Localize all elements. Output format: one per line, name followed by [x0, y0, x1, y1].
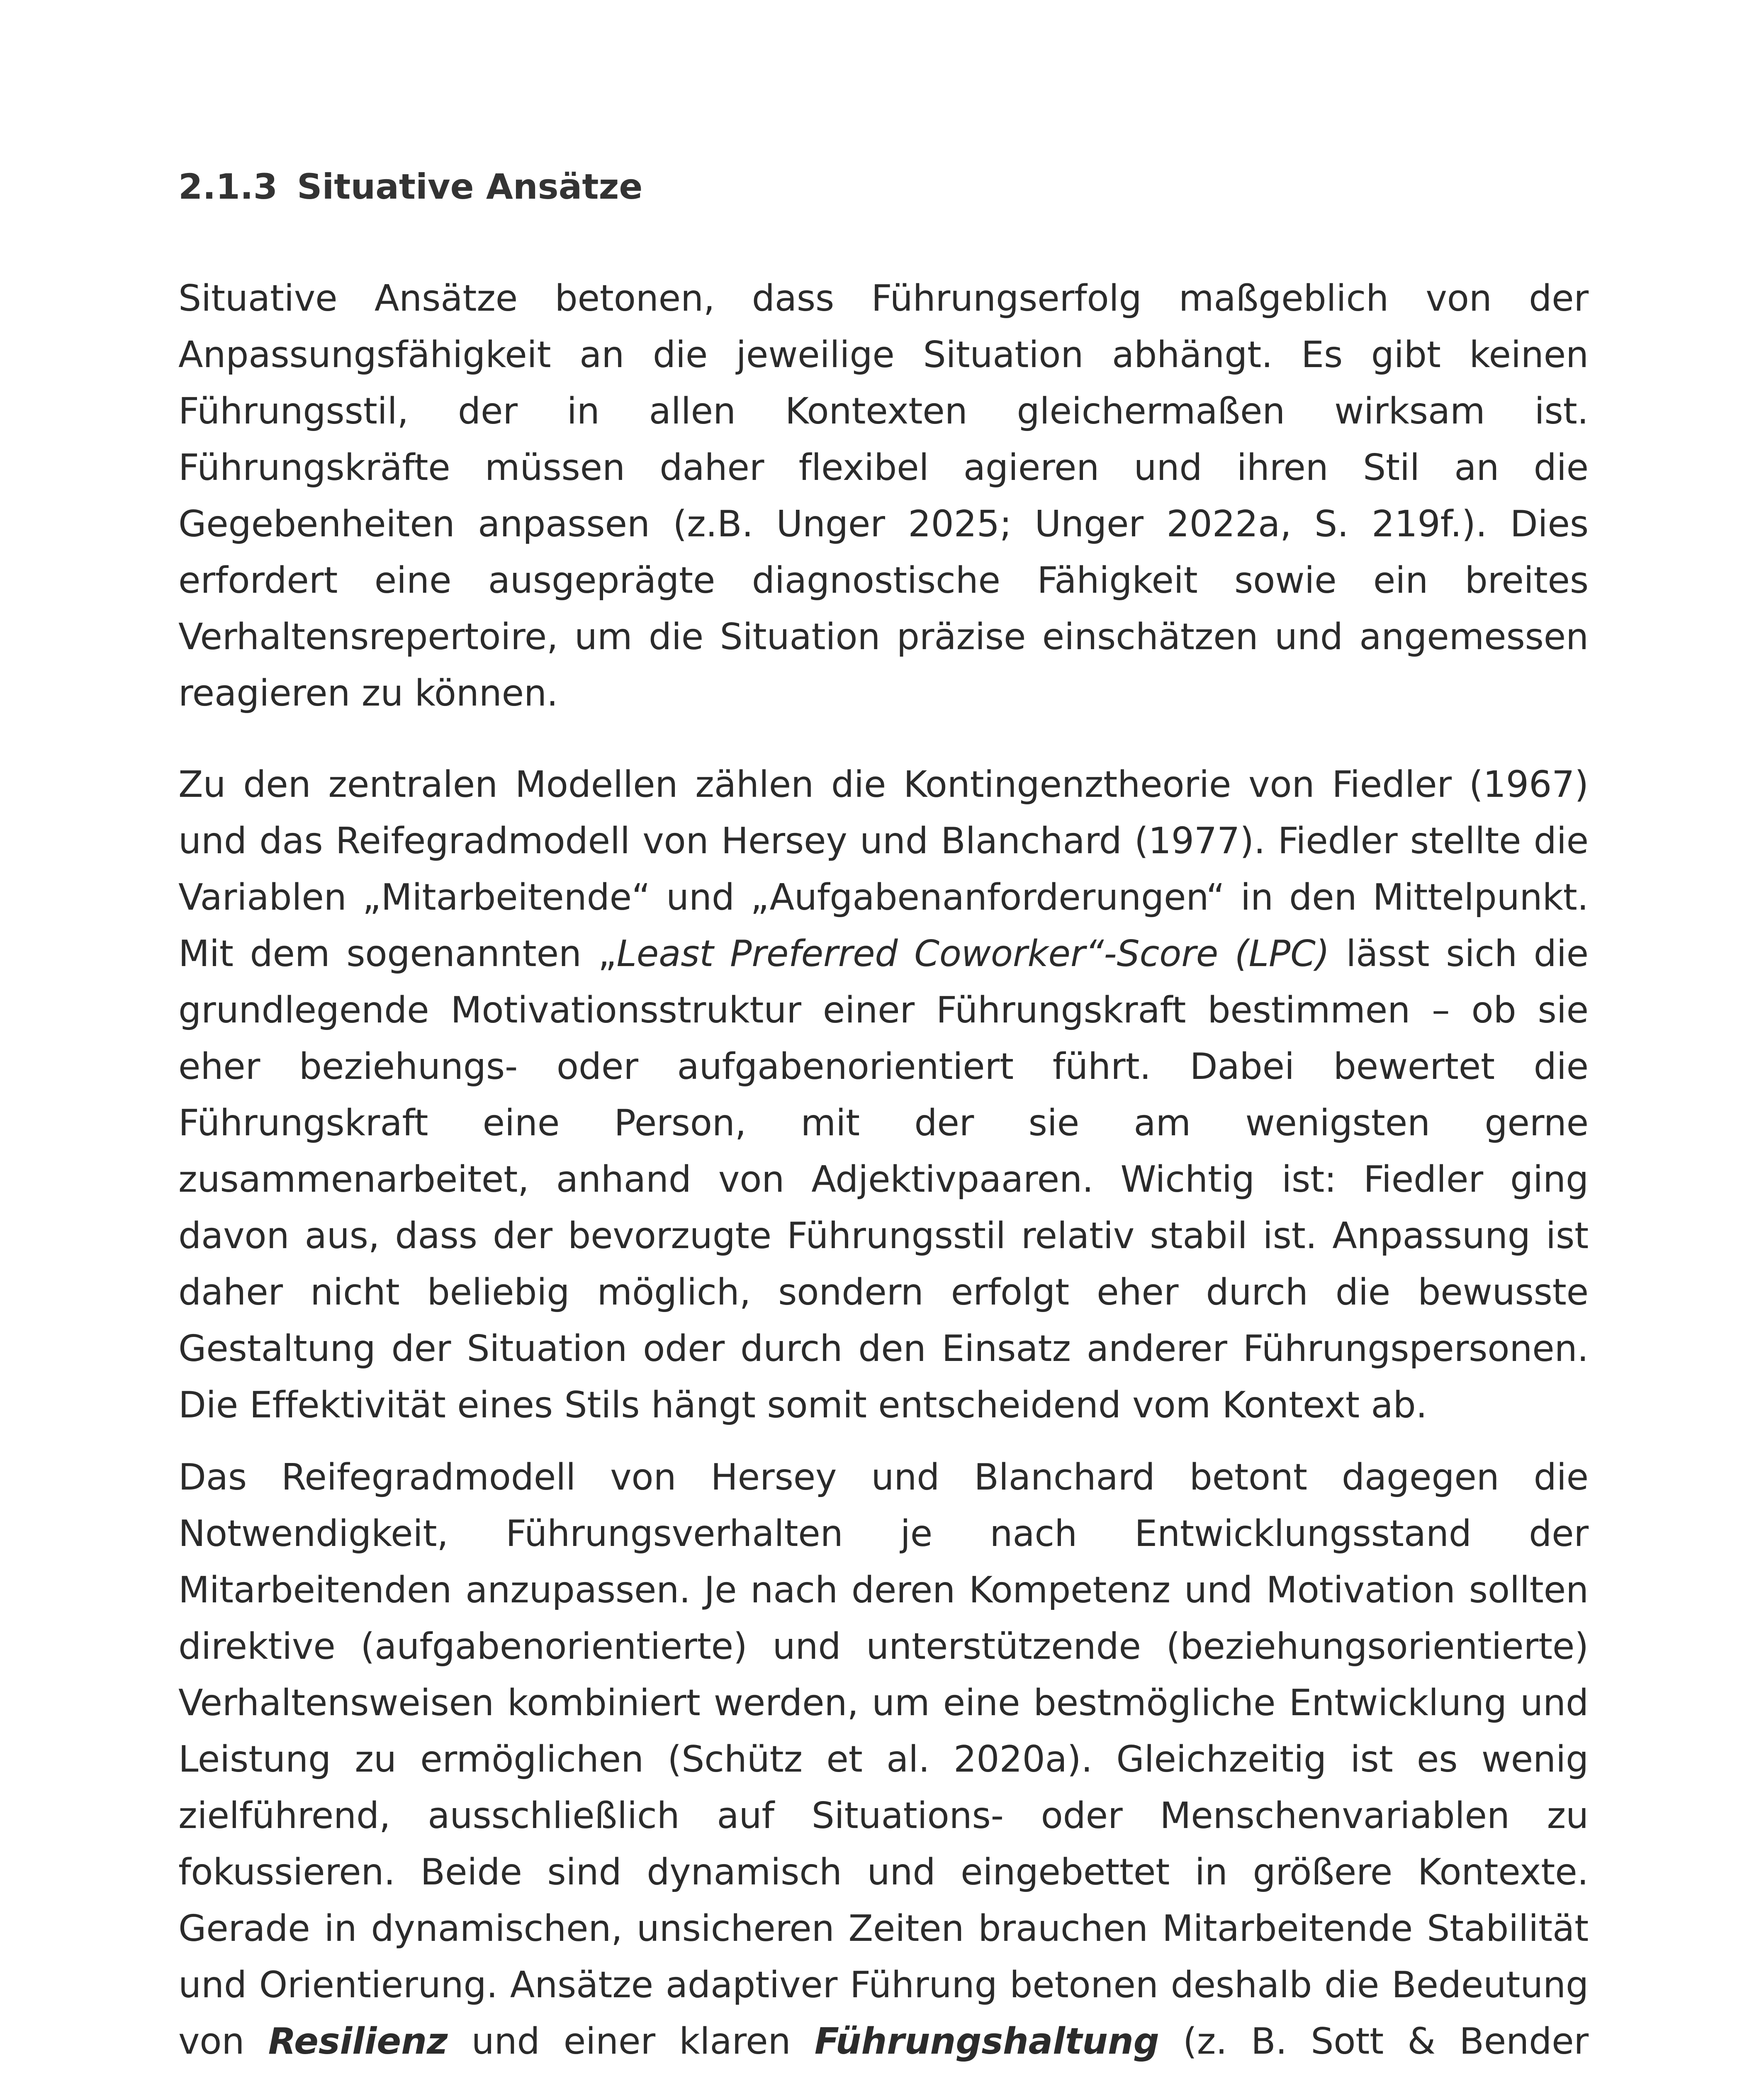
- paragraph-3-text-c: (z. B. Sott & Bender: [1183, 2020, 1589, 2062]
- resilienz-emphasis: Resilienz: [268, 2020, 448, 2062]
- paragraph-2-text-a: Zu den zentralen Modellen zählen die Kontingenztheorie von Fiedler (1967) und das Reifegradmodell von Hersey und Blanchard (1977). Fiedler stellte die Variablen „Mitarbeitende“ und „Aufgabenanforderungen“ in den Mittelpunkt. Mit dem sogenannten „: [178, 763, 1589, 975]
- document-page: [178, 166, 1589, 2074]
- section-title: Situative Ansätze: [297, 166, 643, 207]
- paragraph-2-text-b: lässt sich die grundlegende Motivationsstruktur einer Führungskraft bestimmen – ob sie eher beziehungs- oder aufgabenorientiert führt. Dabei bewertet die Führungskraft eine Person, mit der sie am wenigsten gerne zusammenarbeitet, anhand von Adjektivpaaren. Wichtig ist: Fiedler ging davon aus, dass der bevorzugte Führungsstil relativ stabil ist. Anpassung ist daher nicht beliebig möglich, sondern erfolgt eher durch die bewusste Gestaltung der Situation oder durch den Einsatz anderer Führungspersonen. Die Effektivität eines Stils hängt somit entscheidend vom Kontext ab.: [178, 932, 1589, 1426]
- section-heading: [178, 166, 1589, 208]
- fuehrungshaltung-emphasis: Führungshaltung: [814, 2020, 1159, 2062]
- paragraph-3: [178, 1449, 1589, 2074]
- paragraph-3-text-a: Das Reifegradmodell von Hersey und Blanchard betont dagegen die Notwendigkeit, Führungsverhalten je nach Entwicklungsstand der Mitarbeitenden anzupassen. Je nach deren Kompetenz und Motivation sollten direktive (aufgabenorientierte) und unterstützende (beziehungsorientierte) Verhaltensweisen kombiniert werden, um eine bestmögliche Entwicklung und Leistung zu ermöglichen (Schütz et al. 2020a). Gleichzeitig ist es wenig zielführend, ausschließlich auf Situations- oder Menschenvariablen zu fokussieren. Beide sind dynamisch und eingebettet in größere Kontexte. Gerade in dynamischen, unsicheren Zeiten brauchen Mitarbeitende Stabilität und Orientierung. Ansätze adaptiver Führung betonen deshalb die Bedeutung von: [178, 1456, 1589, 2062]
- section-number: 2.1.3: [178, 166, 278, 207]
- lpc-term-italic: Least Preferred Coworker“-Score (LPC): [616, 932, 1330, 975]
- paragraph-1: Situative Ansätze betonen, dass Führungserfolg maßgeblich von der Anpassungsfähigkeit an die jeweilige Situation abhängt. Es gibt keinen Führungsstil, der in allen Kontexten gleichermaßen wirksam ist. Führungskräfte müssen daher flexibel agieren und ihren Stil an die Gegebenheiten anpassen (z.B. Unger 2025; Unger 2022a, S. 219f.). Dies erfordert eine ausgeprägte diagnostische Fähigkeit sowie ein breites Verhaltensrepertoire, um die Situation präzise einschätzen und angemessen reagieren zu können.: [178, 277, 1589, 714]
- paragraph-2: [178, 756, 1589, 1433]
- paragraph-3-text-b: und einer klaren: [448, 2020, 815, 2062]
